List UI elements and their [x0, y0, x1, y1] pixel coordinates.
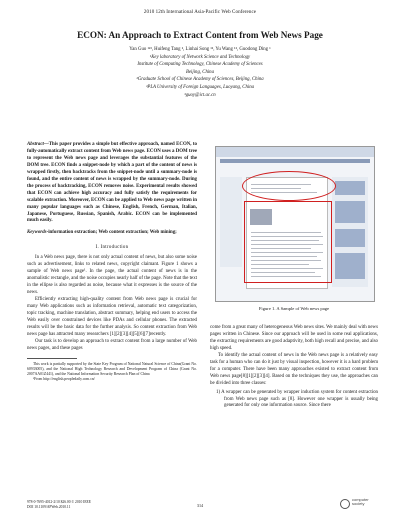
intro-paragraph-1: In a Web news page, there is not only actual content of news, but also some noise such as advertisement, links to related news, copyright claimant. Figure 1 shows a sample of Web news page¹. In the page, the actual content of news is in the anomalistic rectangle, and the noise occupies nearly half of the page. Note that the text in the ellipse is also regarded as noise, because what it expresses is the source of the news.	[27, 255, 197, 296]
affiliation-1b: Institute of Computing Technology, Chinese Academy of Sciences	[137, 62, 263, 68]
figure-left-sidebar	[220, 177, 242, 267]
figure-ad-block	[335, 201, 365, 223]
figure-ad-block	[335, 253, 365, 279]
page-number: 314	[196, 503, 204, 508]
right-paragraph-2: To identify the actual content of news in the Web news page is a relatively easy task for a human who can do it just by visual inspection, however it is a hard problem for a computer. There have been many approaches existed to extract content from Web news page[8][1][2][3][4]. Based on the techniques they use, the approaches can be divided into three classes:	[210, 352, 378, 386]
figure-nav-bar	[220, 159, 370, 163]
paper-title: ECON: An Approach to Extract Content from Web News Page	[77, 30, 323, 40]
logo-word-computer: computer	[352, 497, 369, 502]
affiliation-3: ³PLA University of Foreign Languages, Luoyang, China	[145, 84, 255, 90]
affiliation-1: ¹Key laboratory of Network Science and Technology	[149, 54, 251, 60]
doi-line: DOI 10.1109/APWeb.2010.11	[27, 504, 71, 509]
figure-content-rectangle	[244, 201, 332, 283]
right-column	[210, 325, 378, 410]
keywords-text: information extraction; Web content extraction; Web mining;	[48, 230, 177, 236]
affiliation-2: ²Graduate School of Chinese Academy of Sciences, Beijing, China	[136, 77, 264, 83]
intro-paragraph-3: Our task is to develop an approach to extract content from a large number of Web news pages, and these pages	[27, 338, 197, 351]
keywords	[27, 230, 197, 237]
left-column	[27, 142, 197, 383]
footnote-rule	[27, 358, 77, 359]
abstract-lead: Abstract	[27, 142, 44, 147]
figure-ad-block	[335, 229, 365, 247]
funding-footnote: This work is partially supported by the State Key Program of National Natural Science of China(Grant No. 60933005), and the National High Technology Research and Development Program of China (Grant No. 2007AA01Z441), and the National Information Security Research Plan of China	[27, 361, 197, 377]
logo-wordmark	[352, 498, 369, 507]
abstract	[27, 142, 197, 225]
section-heading-introduction: I. Introduction	[95, 245, 129, 251]
figure-caption: Figure 1. A Sample of Web news page	[258, 306, 330, 311]
figure-site-banner	[216, 147, 374, 157]
affiliation-1c: Beijing, China	[186, 69, 214, 75]
figure-ad-block	[335, 181, 365, 195]
figure-noise-ellipse	[242, 171, 336, 201]
figure-right-sidebar	[332, 177, 368, 287]
source-footnote: ¹From http://english.peopledaily.com.cn/	[33, 377, 95, 382]
conference-header: 2010 12th International Asia-Pacific Web Conference	[143, 10, 257, 15]
intro-paragraph-2: Efficiently extracting high-quality content from Web news page is crucial for many Web applications such as information retrieval, automatic text categorization, topic tracking, machine translation, abstract summary, helping end users to access the Web easily over constrained devices like PDAs and cellular phones. The extracted results will be the basic data for the further analysis. So content extraction from Web news page has attracted many researchers [1][2][3][4][5][6][7]recently.	[27, 297, 197, 337]
figure-web-news-sample	[215, 146, 375, 302]
computer-society-logo	[340, 498, 374, 510]
right-paragraph-1: come from a great many of heterogeneous Web news sites. We mainly deal with news pages written in Chinese. Since our approach will be used in some real applications, the extracting requirements are good adaptivity, both high recall and precise, and also high speed.	[210, 325, 378, 351]
society-ring-icon	[340, 499, 350, 509]
author-names: Yan Guo ¹²³, Huifeng Tang ², Linhai Song ¹², Yu Wang ¹², Guodong Ding ¹	[129, 47, 271, 52]
isbn-line: 978-0-7695-4012-2/10 $26.00 © 2010 IEEE	[27, 500, 91, 504]
approach-list-item-1: 1) A wrapper can be generated by wrapper induction system for content extraction from Web news page such as [8]. However one wrapper is usually being generated for only one information source. Since there	[216, 389, 378, 409]
author-email: ³guoy@ict.ac.cn	[184, 92, 216, 98]
keywords-lead: Keywords-	[27, 230, 49, 236]
abstract-text: —This paper provides a simple but effective approach, named ECON, to fully-automatically extract content from Web news page. ECON uses a DOM tree to represent the Web news page and leverages the substantial features of the DOM tree. ECON finds a snippet-node by which a part of the content of news is wrapped firstly, then backtracks from the snippet-node until a summary-node is found, and the entire content of news is wrapped by the summary-node. During the process of backtracking, ECON removes noise. Experimental results showed that ECON can achieve high accuracy and fully satisfy the requirements for scalable extraction. Moreover, ECON can be applied to Web news page written in many popular languages such as Chinese, English, French, German, Italian, Japanese, Portuguese, Russian, Spanish, Arabic. ECON can be implemented much easily.	[27, 142, 197, 224]
logo-word-society: society	[352, 501, 365, 507]
author-block	[0, 46, 400, 99]
